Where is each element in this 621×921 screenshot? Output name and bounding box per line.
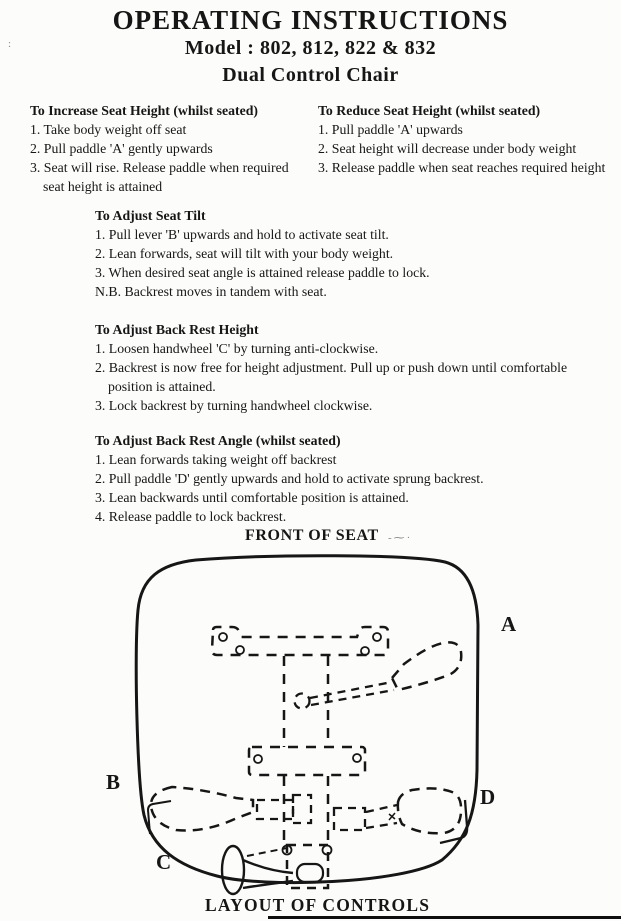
bottom-rule [268, 916, 621, 919]
section-reduce-seat-height [318, 101, 616, 177]
page-title: OPERATING INSTRUCTIONS [112, 5, 509, 35]
lever-b [148, 787, 311, 834]
instruction-step: 4. Release paddle to lock backrest. [95, 509, 287, 524]
section-heading: To Adjust Back Rest Angle (whilst seated) [95, 433, 341, 448]
instruction-step: 1. Lean forwards taking weight off backrest [95, 452, 337, 467]
section-heading: To Increase Seat Height (whilst seated) [30, 103, 259, 118]
label-b: B [106, 770, 121, 794]
instruction-step: 2. Seat height will decrease under body weight [318, 141, 577, 156]
section-heading: To Reduce Seat Height (whilst seated) [318, 103, 541, 118]
page-subtitle: Dual Control Chair [222, 64, 399, 86]
model-line: Model : 802, 812, 822 & 832 [184, 37, 437, 59]
label-c: C [156, 850, 172, 874]
label-a: A [501, 612, 517, 636]
section-back-rest-height [95, 320, 600, 415]
diagram-caption-front-of-seat: FRONT OF SEAT [245, 527, 379, 544]
seat-outline [136, 556, 478, 883]
paddle-a [295, 642, 462, 708]
instruction-step: 2. Pull paddle 'A' gently upwards [30, 141, 213, 156]
handwheel-c [222, 846, 293, 894]
instruction-step: 3. Lean backwards until comfortable position is attained. [95, 490, 409, 505]
scan-artifact: : [8, 38, 12, 50]
instruction-step: 3. Seat will rise. Release paddle when required seat height is attained [30, 160, 289, 194]
instruction-step: 1. Take body weight off seat [30, 122, 187, 137]
instruction-step: 2. Pull paddle 'D' gently upwards and hold to activate sprung backrest. [95, 471, 484, 486]
lower-mount-bracket [249, 747, 365, 775]
seat-column [284, 656, 328, 845]
paddle-d [334, 788, 467, 843]
instruction-step: 3. Lock backrest by turning handwheel clockwise. [95, 398, 373, 413]
seat-controls-diagram [0, 531, 621, 921]
section-heading: To Adjust Back Rest Height [95, 322, 259, 337]
nb-note: N.B. Backrest moves in tandem with seat. [95, 284, 327, 299]
instruction-step: 3. Release paddle when seat reaches required height [318, 160, 606, 175]
instruction-step: 2. Lean forwards, seat will tilt with your body weight. [95, 246, 394, 261]
section-increase-seat-height [30, 101, 298, 196]
section-back-rest-angle [95, 431, 600, 526]
instruction-step: 1. Pull lever 'B' upwards and hold to activate seat tilt. [95, 227, 389, 242]
instruction-step: 1. Loosen handwheel 'C' by turning anti-clockwise. [95, 341, 379, 356]
scan-artifact: -⁓· [388, 532, 413, 544]
instruction-step: 1. Pull paddle 'A' upwards [318, 122, 463, 137]
instruction-step: 2. Backrest is now free for height adjustment. Pull up or push down until comfortable position is attained. [95, 360, 568, 394]
pivot-mark [389, 813, 395, 820]
diagram-caption-layout-of-controls: LAYOUT OF CONTROLS [205, 895, 431, 915]
section-heading: To Adjust Seat Tilt [95, 208, 206, 223]
instruction-step: 3. When desired seat angle is attained release paddle to lock. [95, 265, 430, 280]
label-d: D [480, 785, 496, 809]
section-seat-tilt [95, 206, 575, 301]
